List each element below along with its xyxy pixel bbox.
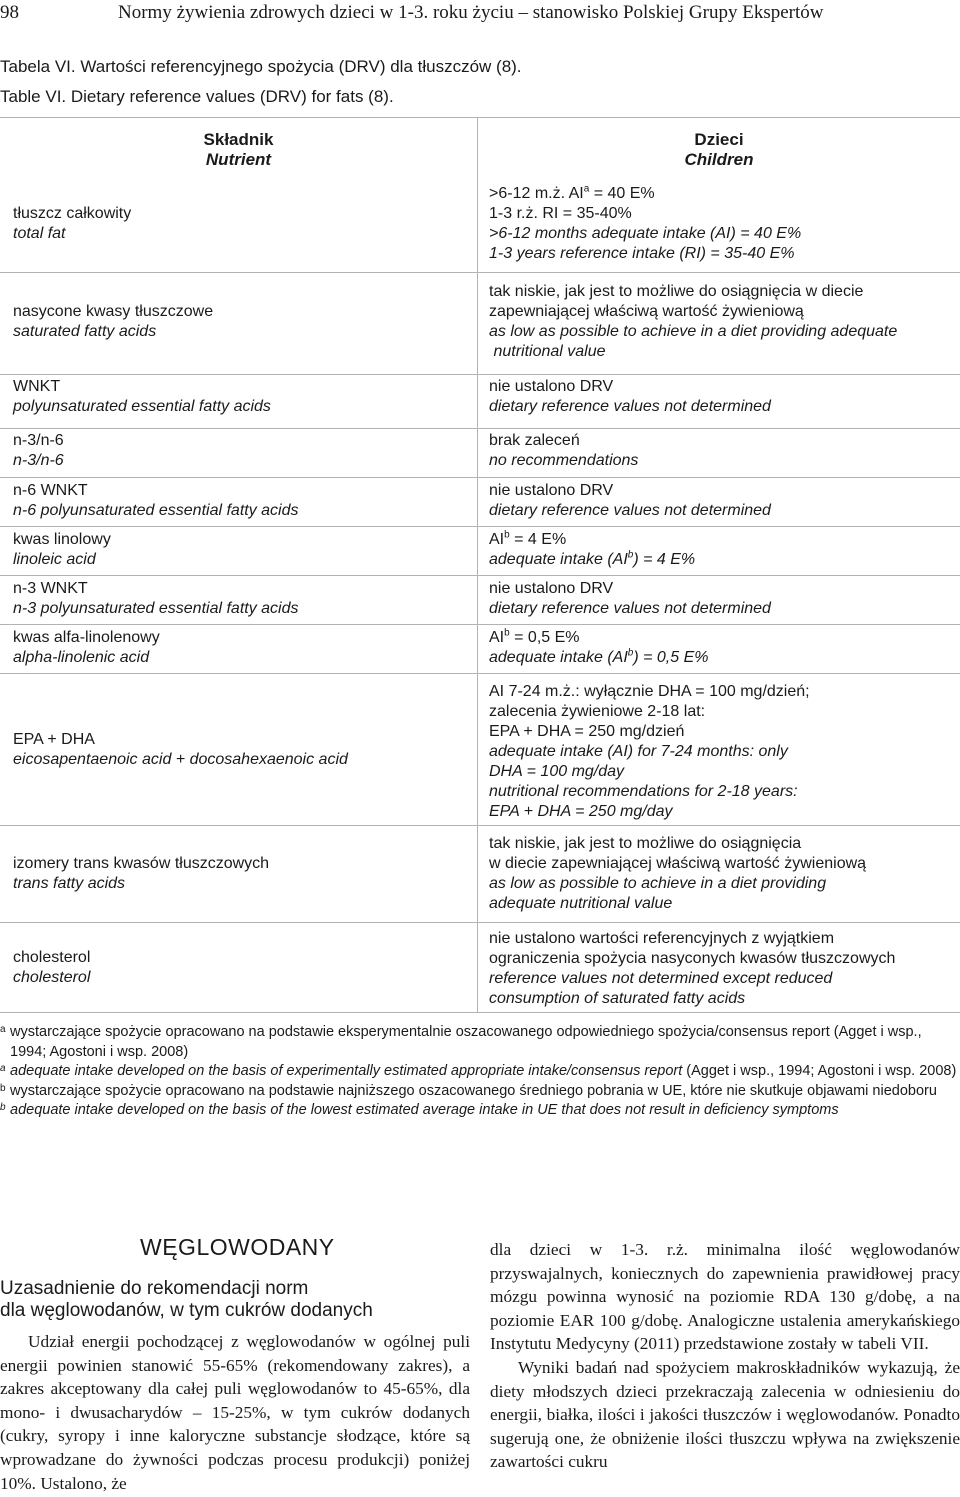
value-cell: tak niskie, jak jest to możliwe do osiągnięcia w diecie zapewniającej właściwą wartość żywieniową as low as possible to achieve in a diet providing adequate nutritional value xyxy=(489,283,898,360)
value-cell: $AI^b = 0,5$ E% adequate intake $(AI^b) = 0,5$ E% xyxy=(489,627,709,666)
table-rule xyxy=(0,825,960,826)
running-header xyxy=(0,2,960,28)
nutrient-cell: WNKT polyunsaturated essential fatty acids xyxy=(13,378,271,415)
table-rule xyxy=(0,575,960,576)
nutrient-cell: kwas alfa-linolenowy alpha-linolenic acid xyxy=(13,629,160,666)
nutrient-cell: EPA + DHA eicosapentaenoic acid + docosahexaenoic acid xyxy=(13,731,348,768)
body-column-left xyxy=(0,1330,470,1495)
table-rule xyxy=(0,673,960,674)
column-divider xyxy=(477,117,478,1013)
running-title: Normy żywienia zdrowych dzieci w 1-3. roku życiu – stanowisko Polskiej Grupy Ekspertów xyxy=(118,2,824,23)
table-rule xyxy=(0,526,960,527)
nutrient-cell: cholesterol cholesterol xyxy=(13,949,91,986)
table-rule xyxy=(0,477,960,478)
value-cell: brak zaleceń no recommendations xyxy=(489,432,639,469)
body-paragraph: Udział energii pochodzącej z węglowodanów w ogólnej puli energii powinien stanowić 55-65% (rekomendowany zakres), a zakres akceptowany dla całej puli węglowodanów to 45-65%, dla mono- i dwusacharydów – 15-25%, w tym cukrów dodanych (cukry, syropy i inne kaloryczne substancje słodzące, które są wprowadzane do żywności podczas procesu produkcji) poniżej 10%. Ustalono, że xyxy=(0,1332,470,1493)
nutrient-cell: n-3 WNKT n-3 polyunsaturated essential fatty acids xyxy=(13,580,299,617)
footnote: b adequate intake developed on the basis of the lowest estimated average intake in UE that does not result in deficiency symptoms xyxy=(0,1102,839,1118)
footnote: a adequate intake developed on the basis of experimentally estimated appropriate intake/consensus report (Agget i wsp., 1994; Agostoni i wsp. 2008) xyxy=(0,1063,957,1079)
value-cell: $AI^b = 4$ E% adequate intake $(AI^b) = 4$ E% xyxy=(489,529,696,568)
value-cell: nie ustalono DRV dietary reference values not determined xyxy=(489,580,771,617)
table-rule xyxy=(0,922,960,923)
table-rule xyxy=(0,428,960,429)
value-cell: nie ustalono DRV dietary reference values not determined xyxy=(489,482,771,519)
value-cell: AI 7-24 m.ż.: wyłącznie DHA = 100 mg/dzień; zalecenia żywieniowe 2-18 lat: EPA + DHA = 250 mg/dzień adequate intake (AI) for 7-24 months: only DHA = 100 mg/day nutritional recommendations for 2-18 years: EPA + DHA = 250 mg/day xyxy=(489,683,810,820)
nutrient-cell: n-3/n-6 n-3/n-6 xyxy=(13,432,64,469)
value-cell: >6-12 m.ż. $AI^a = 40$ E% 1-3 r.ż. RI = 35-40% >6-12 months adequate intake (AI) = 40 E% 1-3 years reference intake (RI) = 35-40 E% xyxy=(489,183,802,262)
value-cell: nie ustalono wartości referencyjnych z wyjątkiem ograniczenia spożycia nasyconych kwasów tłuszczowych reference values not determined except reduced consumption of saturated fatty acids xyxy=(489,930,896,1007)
page-number: 98 xyxy=(0,2,19,23)
body-column-right xyxy=(490,1238,960,1474)
children-column-header: Dzieci Children xyxy=(684,130,754,169)
value-cell: nie ustalono DRV dietary reference values not determined xyxy=(489,378,771,415)
nutrient-cell: izomery trans kwasów tłuszczowych trans fatty acids xyxy=(13,855,270,892)
section-subheading: Uzasadnienie do rekomendacji norm dla węglowodanów, w tym cukrów dodanych xyxy=(0,1278,373,1321)
table-rule xyxy=(0,374,960,375)
nutrient-cell: kwas linolowy linoleic acid xyxy=(13,531,111,568)
nutrient-cell: nasycone kwasy tłuszczowe saturated fatty acids xyxy=(13,303,214,340)
body-paragraph: Wyniki badań nad spożyciem makroskładników wykazują, że diety młodszych dzieci przekraczają zalecenia w odniesieniu do energii, białka, ilości i jakości tłuszczów i węglowodanów. Ponadto sugerują one, że obniżenie ilości tłuszczu wpływa na zwiększenie zawartości cukru xyxy=(490,1357,960,1472)
nutrient-cell: n-6 WNKT n-6 polyunsaturated essential fatty acids xyxy=(13,482,299,519)
nutrient-column-header: Składnik Nutrient xyxy=(203,130,274,169)
table-caption-pl: Tabela VI. Wartości referencyjnego spożycia (DRV) dla tłuszczów (8). xyxy=(0,57,522,76)
value-cell: tak niskie, jak jest to możliwe do osiągnięcia w diecie zapewniającej właściwą wartość żywieniową as low as possible to achieve in a diet providing adequate nutritional value xyxy=(489,835,867,912)
section-heading: WĘGLOWODANY xyxy=(140,1234,335,1260)
table-bottom-rule xyxy=(0,1012,960,1013)
body-paragraph: dla dzieci w 1-3. r.ż. minimalna ilość węglowodanów przyswajalnych, koniecznych do zapewnienia prawidłowej pracy mózgu powinna wynosić na poziomie RDA 130 g/dobę, a na poziomie EAR 100 g/dobę. Analogiczne ustalenia amerykańskiego Instytutu Medycyny (2011) przedstawione zostały w tabeli VII. xyxy=(490,1240,960,1354)
footnote: b wystarczające spożycie opracowano na podstawie najniższego oszacowanego średniego pobrania w UE, które nie skutkuje objawami niedoboru xyxy=(0,1082,937,1099)
table-rule xyxy=(0,272,960,273)
fats-drv-table xyxy=(0,117,960,1013)
footnote: a wystarczające spożycie opracowano na podstawie eksperymentalnie oszacowanego odpowiedniego spożycia/consensus report (Agget i wsp., 1994; Agostoni i wsp. 2008) xyxy=(0,1024,922,1060)
table-caption-en: Table VI. Dietary reference values (DRV) for fats (8). xyxy=(0,87,394,106)
nutrient-cell: tłuszcz całkowity total fat xyxy=(13,205,132,242)
table-top-rule xyxy=(0,117,960,118)
table-footnotes xyxy=(0,1023,960,1121)
table-rule xyxy=(0,624,960,625)
